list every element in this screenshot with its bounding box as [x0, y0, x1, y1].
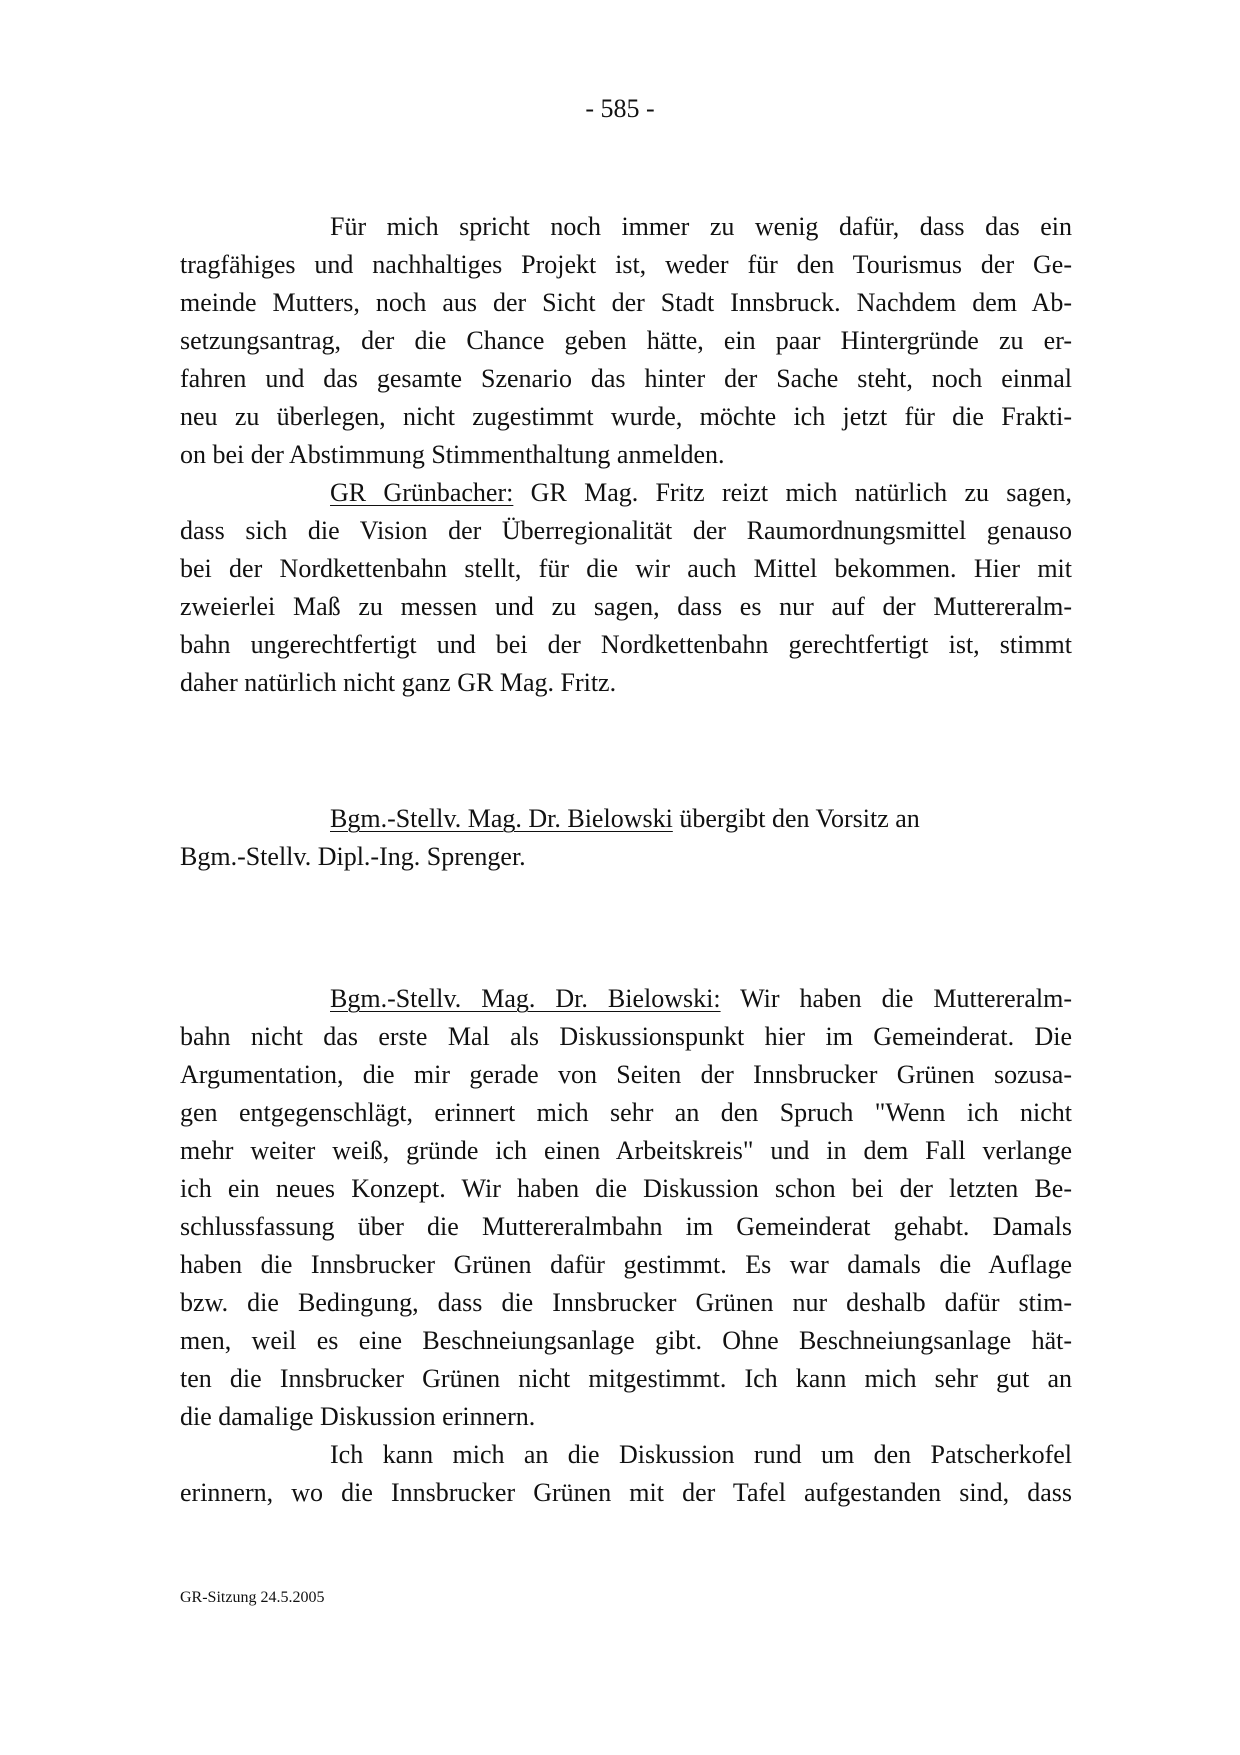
paragraph-1 [180, 208, 1072, 474]
text-line: Bgm.-Stellv. Dipl.-Ing. Sprenger. [180, 842, 526, 871]
text-line: Für mich spricht noch immer zu wenig dafür, dass das ein [330, 212, 1072, 241]
text-line: ich ein neues Konzept. Wir haben die Diskussion schon bei der letzten Be- [180, 1174, 1072, 1203]
paragraph-5 [180, 1436, 1072, 1512]
text-line: die damalige Diskussion erinnern. [180, 1402, 536, 1431]
text-line: bei der Nordkettenbahn stellt, für die wir auch Mittel bekommen. Hier mit [180, 554, 1072, 583]
text-line: on bei der Abstimmung Stimmenthaltung anmelden. [180, 440, 725, 469]
speaker-text: GR Mag. Fritz reizt mich natürlich zu sagen, [513, 478, 1072, 507]
speaker-name: GR Grünbacher: [330, 478, 514, 507]
speaker-text: Wir haben die Muttereralm- [720, 984, 1072, 1013]
text-line: fahren und das gesamte Szenario das hinter der Sache steht, noch einmal [180, 364, 1072, 393]
text-line: setzungsantrag, der die Chance geben hätte, ein paar Hintergründe zu er- [180, 326, 1072, 355]
page-number: - 585 - [585, 94, 655, 123]
text-line: gen entgegenschlägt, erinnert mich sehr an den Spruch "Wenn ich nicht [180, 1098, 1072, 1127]
text-line [180, 800, 1072, 838]
paragraph-2 [180, 474, 1072, 702]
speaker-text: übergibt den Vorsitz an [672, 804, 920, 833]
text-line [180, 474, 1072, 512]
text-line: neu zu überlegen, nicht zugestimmt wurde, möchte ich jetzt für die Frakti- [180, 402, 1072, 431]
text-line: tragfähiges und nachhaltiges Projekt ist, weder für den Tourismus der Ge- [180, 250, 1072, 279]
text-line: meinde Mutters, noch aus der Sicht der Stadt Innsbruck. Nachdem dem Ab- [180, 288, 1072, 317]
speaker-name: Bgm.-Stellv. Mag. Dr. Bielowski [330, 804, 673, 833]
text-line [180, 980, 1072, 1018]
text-line: bahn nicht das erste Mal als Diskussionspunkt hier im Gemeinderat. Die [180, 1022, 1072, 1051]
text-line: ten die Innsbrucker Grünen nicht mitgestimmt. Ich kann mich sehr gut an [180, 1364, 1072, 1393]
text-line: daher natürlich nicht ganz GR Mag. Fritz. [180, 668, 617, 697]
text-line: Argumentation, die mir gerade von Seiten der Innsbrucker Grünen sozusa- [180, 1060, 1072, 1089]
text-line: mehr weiter weiß, gründe ich einen Arbeitskreis" und in dem Fall verlange [180, 1136, 1072, 1165]
paragraph-3 [180, 800, 1072, 876]
footer-session-date: GR-Sitzung 24.5.2005 [180, 1589, 325, 1606]
text-line: zweierlei Maß zu messen und zu sagen, dass es nur auf der Muttereralm- [180, 592, 1072, 621]
text-line: dass sich die Vision der Überregionalität der Raumordnungsmittel genauso [180, 516, 1072, 545]
text-line: bzw. die Bedingung, dass die Innsbrucker Grünen nur deshalb dafür stim- [180, 1288, 1072, 1317]
text-line: Ich kann mich an die Diskussion rund um den Patscherkofel [330, 1440, 1072, 1469]
text-line: men, weil es eine Beschneiungsanlage gibt. Ohne Beschneiungsanlage hät- [180, 1326, 1072, 1355]
text-line: schlussfassung über die Muttereralmbahn im Gemeinderat gehabt. Damals [180, 1212, 1072, 1241]
text-line: haben die Innsbrucker Grünen dafür gestimmt. Es war damals die Auflage [180, 1250, 1072, 1279]
text-line: bahn ungerechtfertigt und bei der Nordkettenbahn gerechtfertigt ist, stimmt [180, 630, 1072, 659]
text-line: erinnern, wo die Innsbrucker Grünen mit der Tafel aufgestanden sind, dass [180, 1478, 1072, 1507]
paragraph-4 [180, 980, 1072, 1436]
speaker-name: Bgm.-Stellv. Mag. Dr. Bielowski: [330, 984, 721, 1013]
